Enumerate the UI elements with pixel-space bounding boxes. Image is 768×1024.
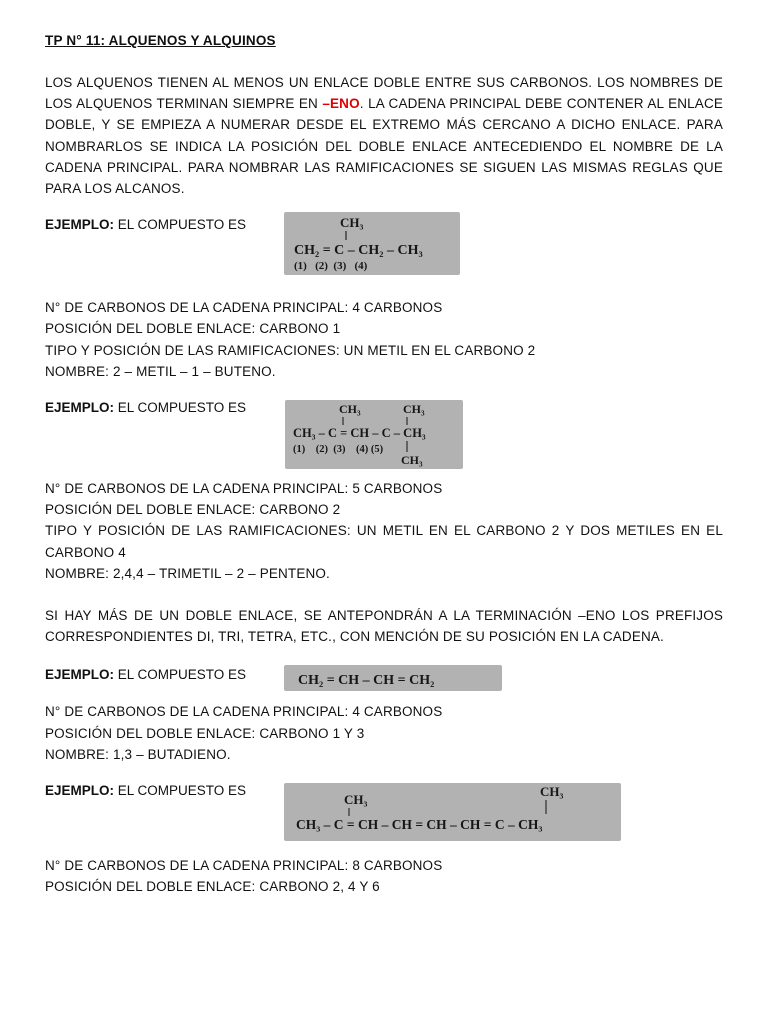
detail-line: NOMBRE: 1,3 – BUTADIENO. [45,746,231,762]
detail-line: NOMBRE: 2 – METIL – 1 – BUTENO. [45,363,276,379]
formula-1-chain: CH₂ = C – CH₂ – CH₃ [294,243,423,259]
formula-2-bottom: CH₃ [401,453,423,468]
example-4 [45,783,723,847]
formula-1-top: CH₃ [340,215,364,231]
example-1-details [45,297,723,382]
detail-line: N° DE CARBONOS DE LA CADENA PRINCIPAL: 5 CARBONOS [45,481,443,497]
formula-2-top-2: CH₃ [403,402,425,417]
formula-4-top-1: CH₃ [344,792,368,808]
formula-2-chain: CH₃ – C = CH – C – CH₃ [293,426,426,441]
example-label: EJEMPLO: EL COMPUESTO ES [45,217,247,233]
detail-line: POSICIÓN DEL DOBLE ENLACE: CARBONO 1 [45,321,341,337]
example-label: EJEMPLO: EL COMPUESTO ES [45,783,247,799]
example-label: EJEMPLO: EL COMPUESTO ES [45,400,247,416]
detail-line: POSICIÓN DEL DOBLE ENLACE: CARBONO 2, 4 Y 6 [45,879,380,895]
detail-line: TIPO Y POSICIÓN DE LAS RAMIFICACIONES: UN METIL EN EL CARBONO 2 Y DOS METILES EN EL CARBONO 4 [45,523,723,560]
intro-paragraph [45,72,723,199]
example-2 [45,400,723,474]
example-label: EJEMPLO: EL COMPUESTO ES [45,667,247,683]
formula-image-2 [285,400,463,469]
intro-text-2: . LA CADENA PRINCIPAL DEBE CONTENER AL ENLACE DOBLE, Y SE EMPIEZA A NUMERAR DESDE EL EXTREMO MÁS CERCANO A DICHO ENLACE. PARA NOMBRARLOS SE INDICA LA POSICIÓN DEL DOBLE ENLACE ANTECEDIENDO EL NOMBRE DE LA CADENA PRINCIPAL. PARA NOMBRAR LAS RAMIFICACIONES SE SIGUEN LAS MISMAS REGLAS QUE PARA LOS ALCANOS. [45,96,724,197]
document-page [45,33,723,897]
formula-3-chain: CH₂ = CH – CH = CH₂ [298,673,435,689]
document-title: TP N° 11: ALQUENOS Y ALQUINOS [45,33,276,48]
detail-line: NOMBRE: 2,4,4 – TRIMETIL – 2 – PENTENO. [45,565,330,581]
multiple-bonds-paragraph: SI HAY MÁS DE UN DOBLE ENLACE, SE ANTEPONDRÁN A LA TERMINACIÓN –ENO LOS PREFIJOS CORRESPONDIENTES DI, TRI, TETRA, ETC., CON MENCIÓN DE SU POSICIÓN EN LA CADENA. [45,608,723,645]
formula-4-top-2: CH₃ [540,784,564,800]
detail-line: POSICIÓN DEL DOBLE ENLACE: CARBONO 2 [45,502,341,518]
eno-highlight: –ENO [322,96,360,112]
formula-2-top-1: CH₃ [339,402,361,417]
example-4-details [45,855,723,897]
intro-text-1: LOS ALQUENOS TIENEN AL MENOS UN ENLACE DOBLE ENTRE SUS CARBONOS. LOS NOMBRES DE LOS ALQUENOS TERMINAN SIEMPRE EN [45,75,723,112]
formula-image-4 [284,783,621,841]
detail-line: TIPO Y POSICIÓN DE LAS RAMIFICACIONES: UN METIL EN EL CARBONO 2 [45,342,536,358]
formula-4-chain: CH₃ – C = CH – CH = CH – CH = C – CH₃ [296,817,543,833]
example-3 [45,667,723,697]
example-2-details [45,478,723,584]
detail-line: POSICIÓN DEL DOBLE ENLACE: CARBONO 1 Y 3 [45,725,365,741]
detail-line: N° DE CARBONOS DE LA CADENA PRINCIPAL: 4 CARBONOS [45,300,443,316]
formula-image-1 [284,212,460,275]
formula-1-numbers: (1) (2) (3) (4) [294,260,368,273]
formula-image-3 [284,665,502,691]
formula-2-numbers: (1) (2) (3) (4) (5) [293,444,384,456]
example-1 [45,217,723,287]
example-3-details [45,701,723,765]
detail-line: N° DE CARBONOS DE LA CADENA PRINCIPAL: 4 CARBONOS [45,704,443,720]
detail-line: N° DE CARBONOS DE LA CADENA PRINCIPAL: 8 CARBONOS [45,858,443,874]
